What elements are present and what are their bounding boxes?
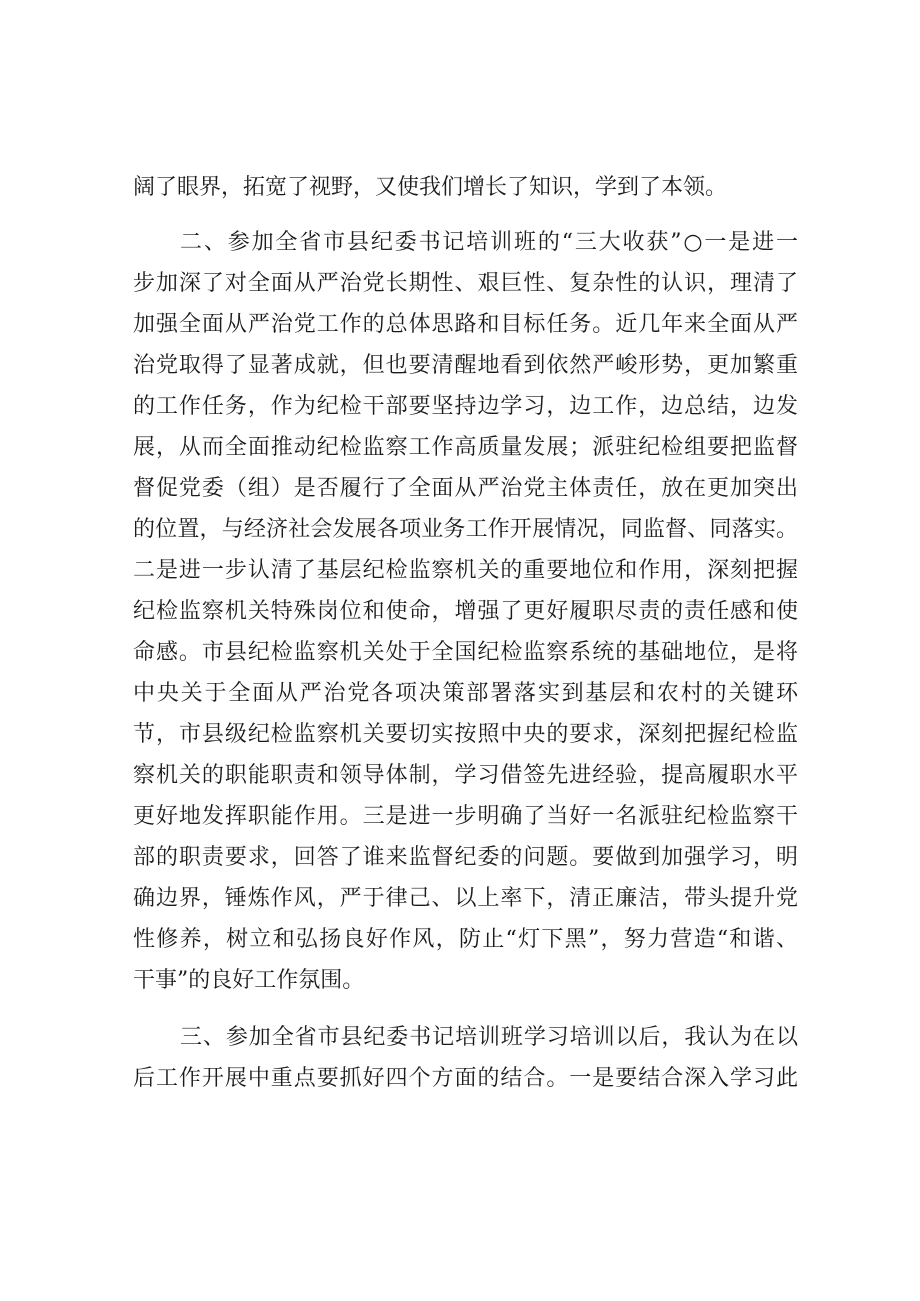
paragraph-2-line-16: 部的职责要求，回答了谁来监督纪委的问题。要做到加强学习，明 [133,845,798,870]
paragraph-2-line-5: 的工作任务，作为纪检干部要坚持边学习，边工作，边总结，边发 [133,394,798,419]
paragraph-3-line-1: 三、参加全省市县纪委书记培训班学习培训以后，我认为在以 [180,1025,798,1050]
paragraph-1-line-1: 阔了眼界，拓宽了视野，又使我们增长了知识，学到了本领。 [133,175,728,200]
paragraph-2-line-9: 二是进一步认清了基层纪检监察机关的重要地位和作用，深刻把握 [133,558,798,583]
paragraph-2-line-19: 干事”的良好工作氛围。 [133,968,365,993]
paragraph-2-line-4: 治党取得了显著成就，但也要清醒地看到依然严峻形势，更加繁重 [133,353,798,378]
paragraph-2-line-1: 二、参加全省市县纪委书记培训班的“三大收获”○一是进一 [180,230,798,255]
paragraph-2-line-6: 展，从而全面推动纪检监察工作高质量发展；派驻纪检组要把监督 [133,435,798,460]
paragraph-2-line-8: 的位置，与经济社会发展各项业务工作开展情况，同监督、同落实。 [133,517,798,542]
paragraph-2-line-17: 确边界，锤炼作风，严于律己、以上率下，清正廉洁，带头提升党 [133,886,798,911]
paragraph-2-line-11: 命感。市县纪检监察机关处于全国纪检监察系统的基础地位，是将 [133,640,798,665]
paragraph-3-line-2: 后工作开展中重点要抓好四个方面的结合。一是要结合深入学习此 [133,1066,798,1091]
paragraph-2-line-15: 更好地发挥职能作用。三是进一步明确了当好一名派驻纪检监察干 [133,804,798,829]
paragraph-2-line-3: 加强全面从严治党工作的总体思路和目标任务。近几年来全面从严 [133,312,798,337]
paragraph-2-line-2: 步加深了对全面从严治党长期性、艰巨性、复杂性的认识，理清了 [133,271,798,296]
paragraph-2-line-7: 督促党委（组）是否履行了全面从严治党主体责任，放在更加突出 [133,476,798,501]
paragraph-2-line-13: 节，市县级纪检监察机关要切实按照中央的要求，深刻把握纪检监 [133,722,798,747]
paragraph-2-line-10: 纪检监察机关特殊岗位和使命，增强了更好履职尽责的责任感和使 [133,599,798,624]
paragraph-2-line-12: 中央关于全面从严治党各项决策部署落实到基层和农村的关键环 [133,681,798,706]
paragraph-2-line-14: 察机关的职能职责和领导体制，学习借签先进经验，提高履职水平 [133,763,798,788]
paragraph-2-line-18: 性修养，树立和弘扬良好作风，防止“灯下黑”，努力营造“和谐、 [133,927,798,952]
